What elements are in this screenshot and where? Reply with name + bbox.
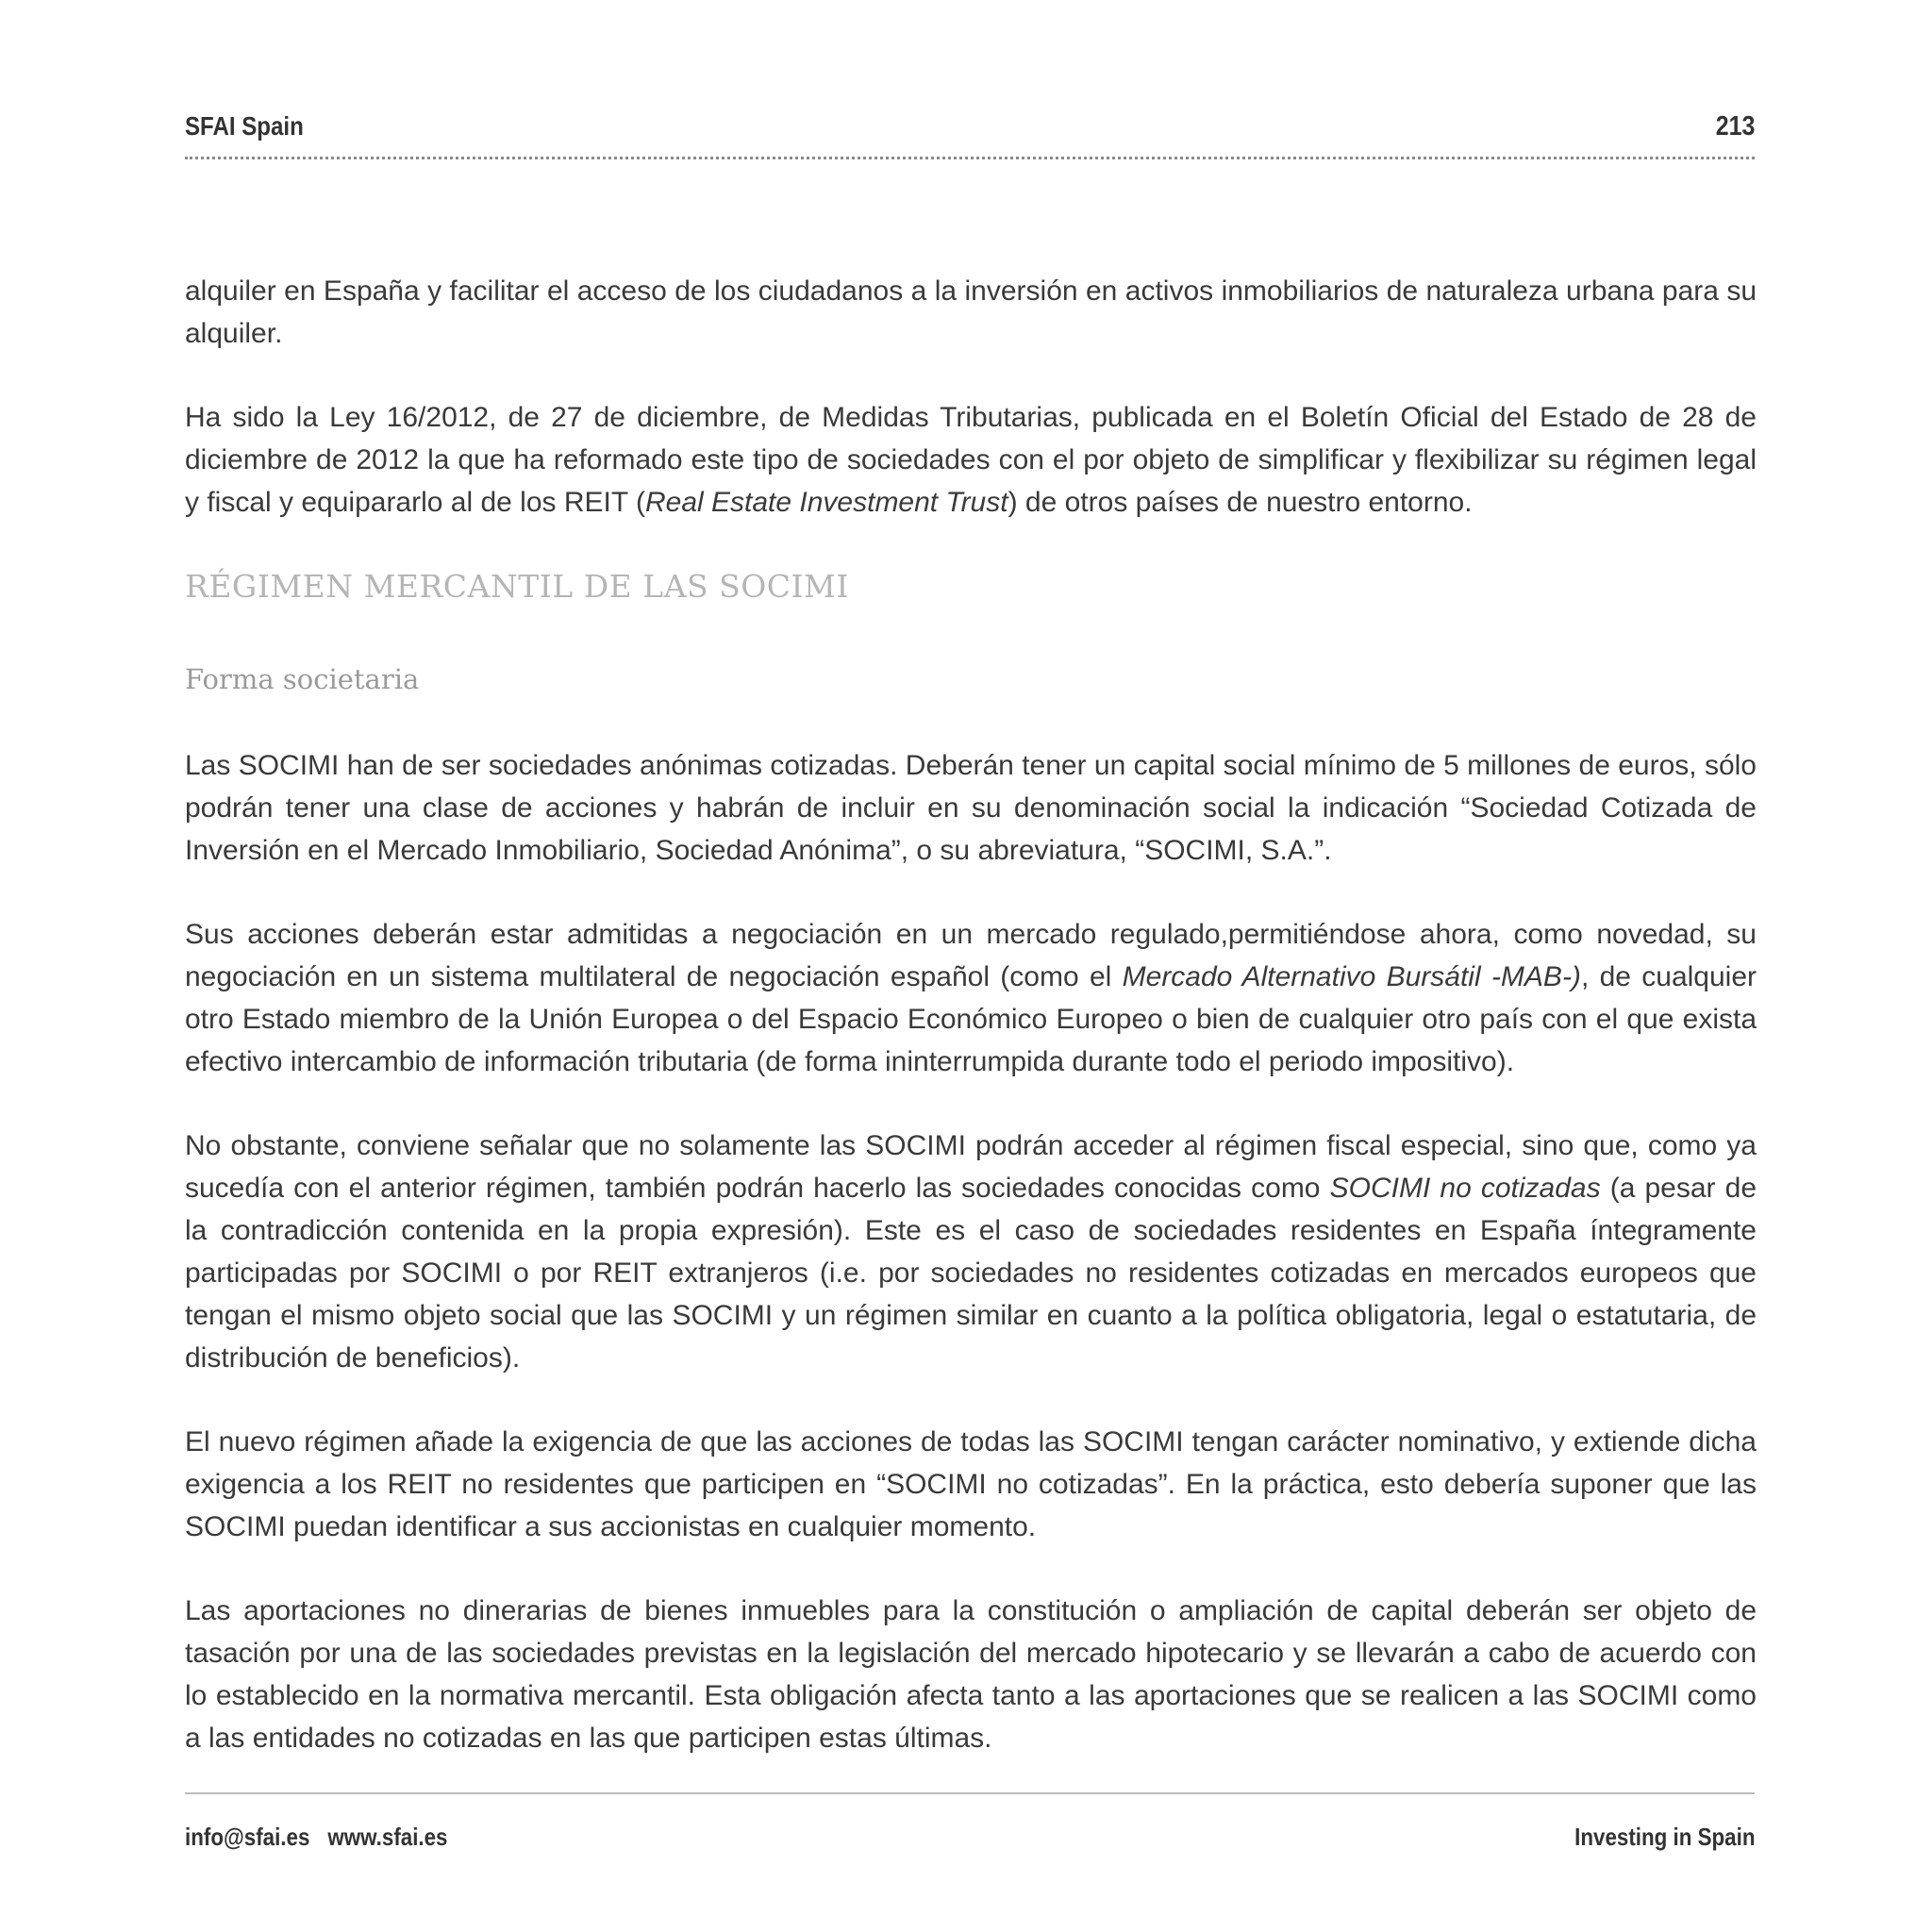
paragraph-7: Las aportaciones no dinerarias de bienes inmuebles para la constitución o ampliación de capital deberán ser objeto de tasación por una de las sociedades previstas en la legislación del mercado hipotecario y se llevarán a cabo de acuerdo con lo establecido en la normativa mercantil. Esta obligación afecta tanto a las aportaciones que se realicen a las SOCIMI como a las entidades no cotizadas en las que participen estas últimas. (185, 1595, 1757, 1754)
subsection-title: Forma societaria (185, 663, 420, 695)
footer-website: www.sfai.es (327, 1823, 448, 1851)
paragraph-4 (185, 913, 1757, 1083)
footer-contact (185, 1823, 447, 1852)
section-title: RÉGIMEN MERCANTIL DE LAS SOCIMI (185, 568, 849, 605)
paragraph-5-italic: SOCIMI no cotizadas (1329, 1173, 1601, 1204)
footer-email: info@sfai.es (185, 1823, 310, 1851)
paragraph-6: El nuevo régimen añade la exigencia de que las acciones de todas las SOCIMI tengan carácter nominativo, y extiende dicha exigencia a los REIT no residentes que participen en “SOCIMI no cotizadas”. En la práctica, esto debería suponer que las SOCIMI puedan identificar a sus accionistas en cualquier momento. (185, 1426, 1757, 1542)
paragraph-4-text-a: Sus acciones deberán estar admitidas a negociación en un mercado regulado,permitiéndose ahora, como novedad, su negociación en un sistema multilateral de negociación español (como el (185, 919, 1757, 992)
page-footer (185, 1823, 1755, 1860)
paragraph-5-text-b: (a pesar de la contradicción contenida en la propia expresión). Este es el caso de sociedades residentes en España íntegramente participadas por SOCIMI o por REIT extranjeros (i.e. por sociedades no residentes cotizadas en mercados europeos que tengan el mismo objeto social que las SOCIMI y un régimen similar en cuanto a la política obligatoria, legal o estatutaria, de distribución de beneficios). (185, 1173, 1757, 1374)
footer-rule (185, 1792, 1755, 1794)
paragraph-5-text-a: No obstante, conviene señalar que no solamente las SOCIMI podrán acceder al régimen fiscal especial, sino que, como ya sucedía con el anterior régimen, también podrán hacerlo las sociedades conocidas como (185, 1130, 1757, 1204)
page-header (185, 106, 1755, 158)
paragraph-2-italic: Real Estate Investment Trust (644, 487, 1008, 518)
paragraph-4-text-b: , de cualquier otro Estado miembro de la Unión Europea o del Espacio Económico Europeo o bien de cualquier otro país con el que exista efectivo intercambio de información tributaria (de forma ininterrumpida durante todo el periodo impositivo). (185, 961, 1757, 1077)
paragraph-2 (185, 396, 1757, 524)
header-dotted-rule (185, 157, 1755, 159)
paragraph-3: Las SOCIMI han de ser sociedades anónimas cotizadas. Deberán tener un capital social mínimo de 5 millones de euros, sólo podrán tener una clase de acciones y habrán de incluir en su denominación social la indicación “Sociedad Cotizada de Inversión en el Mercado Inmobiliario, Sociedad Anónima”, o su abreviatura, “SOCIMI, S.A.”. (185, 750, 1757, 866)
paragraph-5 (185, 1124, 1757, 1379)
header-title: SFAI Spain (185, 111, 304, 141)
footer-publication-title: Investing in Spain (1574, 1823, 1755, 1851)
paragraph-1: alquiler en España y facilitar el acceso de los ciudadanos a la inversión en activos inmobiliarios de naturaleza urbana para su alquiler. (185, 275, 1757, 349)
paragraph-2-text-b: ) de otros países de nuestro entorno. (1008, 487, 1473, 518)
paragraph-4-italic: Mercado Alternativo Bursátil -MAB-) (1122, 961, 1581, 992)
page-number: 213 (1715, 111, 1755, 142)
paragraph-2-text-a: Ha sido la Ley 16/2012, de 27 de diciembre, de Medidas Tributarias, publicada en el Boletín Oficial del Estado de 28 de diciembre de 2012 la que ha reformado este tipo de sociedades con el por objeto de simplificar y flexibilizar su régimen legal y fiscal y equipararlo al de los REIT ( (185, 402, 1757, 518)
page-body (185, 270, 1757, 1801)
